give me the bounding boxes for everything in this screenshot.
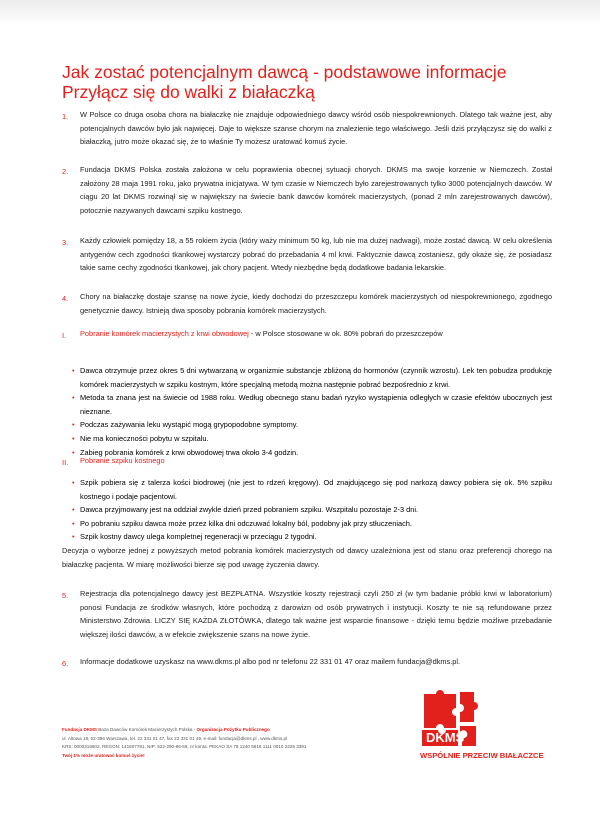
footer-address: ul. Altowa 18, 02-386 Warszawa, tel. 22 331 01 47, fax 22 331 01 49, e-mail: fundacja@dkms.pl , www.dkms.pl	[62, 735, 288, 741]
section-1-heading	[80, 327, 560, 341]
section-1-list	[72, 364, 552, 459]
list-item: • Nie ma konieczności pobytu w szpitalu.	[72, 432, 552, 446]
list-item: • Zabieg pobrania komórek z krwi obwodowej trwa około 3-4 godzin.	[72, 446, 552, 460]
item-3-text: Każdy człowiek pomiędzy 18, a 55 rokiem życia (który waży minimum 50 kg, lub nie ma dużej nadwagi), może zostać dawcą. W celu określenia antygenów cech zgodności tkankowej wystarczy pobrać do przebadania 4 ml krwi. Faktycznie dawcą zostaniesz, gdy okaże się, że posiadasz takie same cechy zgodności tkankowej, jak chory pacjent. Wtedy niezbędne będą dodatkowe badania lekarskie.	[80, 236, 552, 273]
item-number-5: 5.	[62, 591, 69, 600]
list-item: • Metoda ta znana jest na świecie od 1988 roku. Według obecnego stanu badań ryzyko wystąpienia odległych w czasie efektów ubocznych jest nieznane.	[72, 391, 552, 418]
footer-slogan: Twój 1% może uratować komuś życie!	[62, 752, 145, 758]
item-number-3: 3.	[62, 238, 69, 247]
list-item: • Szpik pobiera się z talerza kości biodrowej (nie jest to rdzeń kręgowy). Od znajdującego się pod narkozą dawcy pobiera się ok. 5% szpiku kostnego i podaje pacjentowi.	[72, 476, 552, 503]
list-item: • Podczas zażywania leku wystąpić mogą grypopodobne symptomy.	[72, 418, 552, 432]
section-2-number: II.	[62, 458, 69, 467]
list-item: • Dawca przyjmowany jest na oddział zwykle dzień przed pobraniem szpiku. Wszpitalu pozostaje 2-3 dni.	[72, 503, 552, 517]
list-item: • Szpik kostny dawcy ulega kompletnej regeneracji w przeciągu 2 tygodni.	[72, 530, 552, 544]
item-number-6: 6.	[62, 659, 69, 668]
item-6	[80, 655, 560, 669]
item-number-1: 1.	[62, 112, 69, 121]
item-4-text: Chory na białaczkę dostaje szansę na nowe życie, kiedy dochodzi do przeszczepu komórek macierzystych od niespokrewnionego, zgodnego genetycznie dawcy. Istnieją dwa sposoby pobrania komórek macierzystych.	[80, 292, 552, 315]
puzzle-logo-icon	[412, 686, 562, 750]
logo-text: DKMS	[426, 730, 465, 745]
logo-tagline: WSPÓLNIE PRZECIW BIAŁACZCE	[420, 751, 544, 760]
item-1-text: W Polsce co druga osoba chora na białaczkę nie znajduje odpowiedniego dawcy wśród osób niespokrewnionych. Dlatego tak ważne jest, aby potencjalnych dawców było jak najwięcej. Daje to większe szanse chorym na znalezienie tego właściwego. Jeśli dziś przyłączysz się do walki z białaczką, jutro może okazać się, że to właśnie Ty możesz uratować komuś życie.	[80, 110, 552, 147]
list-item: • Po pobraniu szpiku dawca może przez kilka dni odczuwać lokalny ból, podobny jak przy stłuczeniach.	[72, 517, 552, 531]
footer	[62, 726, 402, 760]
footer-org-desc: Baza Dawców Komórek Macierzystych Polska -	[96, 727, 197, 732]
decision-text: Decyzja o wyborze jednej z powyższych metod pobrania komórek macierzystych od dawcy uzależniona jest od stanu oraz preferencji chorego na białaczkę pacjenta. W miarę możliwości bierze się pod uwagę życzenia dawcy.	[62, 546, 552, 569]
page-title: Jak zostać potencjalnym dawcą - podstawowe informacje	[62, 62, 507, 82]
item-1	[80, 108, 552, 149]
section-1-subtitle: - w Polsce stosowane w ok. 80% pobrań do przeszczepów	[248, 329, 443, 338]
footer-org-name: Fundacja DKMS	[62, 727, 97, 732]
section-1-title: Pobranie komórek macierzystych z krwi obwodowej	[80, 329, 249, 338]
footer-registration: KRS: 0000318602, REGON: 141607781, NIP: 522-290-86-59, nr konta: PEKAO SA 78 1240 5918 1111 0010 2225 3391	[62, 744, 307, 750]
item-2	[80, 163, 552, 217]
section-2-title: Pobranie szpiku kostnego	[80, 456, 165, 465]
footer-opp: Organizacja Pożytku Publicznego	[196, 727, 270, 732]
item-4	[80, 290, 552, 317]
item-3	[80, 234, 552, 275]
item-5	[80, 587, 552, 641]
item-2-text: Fundacja DKMS Polska została założona w celu poprawienia obecnej sytuacji chorych. DKMS ma swoje korzenie w Niemczech. Został założony 28 maja 1991 roku, jako prywatna inicjatywa. W tym czasie w Niemczech było zarejestrowanych tylko 3000 potencjalnych dawców. W ciągu 20 lat DKMS rozwinął się w największy na świecie bank dawców komórek macierzystych, (ponad 2 mln zarejestrowanych dawców), potocznie nazywanych dawcami szpiku kostnego.	[80, 165, 552, 215]
item-number-4: 4.	[62, 294, 69, 303]
decision-paragraph	[62, 544, 552, 571]
list-item: • Dawca otrzymuje przez okres 5 dni wytwarzaną w organizmie substancje zbliżoną do hormonów (czynnik wzrostu). Lek ten pobudza produkcję komórek macierzystych w szpiku kostnym, które specjalną metodą można następnie pobrać bezpośrednio z krwi.	[72, 364, 552, 391]
item-6-text: Informacje dodatkowe uzyskasz na www.dkms.pl albo pod nr telefonu 22 331 01 47 oraz mailem fundacja@dkms.pl.	[80, 657, 461, 666]
footer-org-line	[62, 726, 402, 735]
item-number-2: 2.	[62, 167, 69, 176]
page-fold-shadow	[0, 0, 600, 26]
item-5-text: Rejestracja dla potencjalnego dawcy jest BEZPŁATNA. Wszystkie koszty rejestracji czyli 250 zł (w tym badanie próbki krwi w laboratorium) ponosi Fundacja ze środków własnych, które pochodzą z darowizn od osób prywatnych i instytucji. Koszty te nie są refundowane przez Ministerstwo Zdrowia. LICZY SIĘ KAŻDA ZŁOTÓWKA, dlatego tak ważne jest wsparcie finansowe - dzięki temu będzie możliwe przebadanie większej ilości dawców, a w efekcie zwiększenie szans na nowe życie.	[80, 589, 552, 639]
section-2-list	[72, 476, 552, 544]
page-subtitle: Przyłącz się do walki z białaczką	[62, 82, 315, 102]
section-1-number: I.	[62, 331, 67, 340]
